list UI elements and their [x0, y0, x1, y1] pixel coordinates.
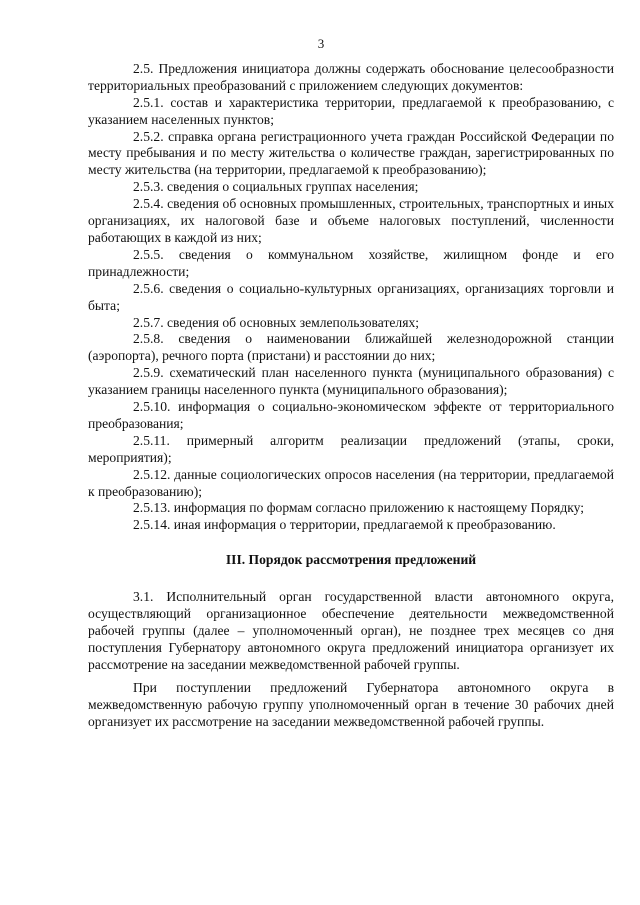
paragraph-2-5-14: 2.5.14. иная информация о территории, предлагаемой к преобразованию.: [133, 517, 556, 533]
paragraph-3-1-continuation: При поступлении предложений Губернатора автономного округа в межведомственную рабочую группу уполномоченный орган в течение 30 рабочих дней организует их рассмотрение на заседании межведомственной рабочей группы.: [88, 679, 614, 729]
section-2-5: [88, 61, 614, 534]
paragraph-2-5-8: 2.5.8. сведения о наименовании ближайшей железнодорожной станции (аэропорта), речного порта (пристани) и расстоянии до них;: [88, 331, 614, 364]
paragraph-2-5-12: 2.5.12. данные социологических опросов населения (на территории, предлагаемой к преобразованию);: [88, 466, 614, 499]
page-number: 3: [317, 36, 325, 51]
paragraph-2-5-3: 2.5.3. сведения о социальных группах населения;: [133, 179, 419, 195]
paragraph-2-5-4: 2.5.4. сведения об основных промышленных, строительных, транспортных и иных организациях, их налоговой базе и объеме налоговых поступлений, численности работающих в каждой из них;: [88, 196, 614, 245]
paragraph-2-5-13: 2.5.13. информация по формам согласно приложению к настоящему Порядку;: [133, 500, 585, 516]
paragraph-2-5-5: 2.5.5. сведения о коммунальном хозяйстве, жилищном фонде и его принадлежности;: [88, 246, 614, 279]
paragraph-2-5-10: 2.5.10. информация о социально-экономическом эффекте от территориального преобразования;: [88, 399, 614, 431]
paragraph-2-5-9: 2.5.9. схематический план населенного пункта (муниципального образования) с указанием границы населенного пункта (муниципального образования);: [88, 365, 614, 398]
section-3-heading: III. Порядок рассмотрения предложений: [225, 552, 477, 568]
paragraph-2-5-2: 2.5.2. справка органа регистрационного учета граждан Российской Федерации по месту пребывания и по месту жительства о количестве граждан, зарегистрированных по месту жительства (на территории, предлагаемой к преобразованию);: [88, 128, 614, 178]
paragraph-2-5-11: 2.5.11. примерный алгоритм реализации предложений (этапы, сроки, мероприятия);: [88, 432, 614, 465]
paragraph-2-5-6: 2.5.6. сведения о социально-культурных организациях, организациях торговли и быта;: [88, 280, 614, 313]
paragraph-2-5-7: 2.5.7. сведения об основных землепользователях;: [133, 314, 420, 330]
section-3: [88, 589, 614, 730]
paragraph-2-5: 2.5. Предложения инициатора должны содержать обоснование целесообразности территориальных преобразований с приложением следующих документов:: [88, 60, 614, 93]
paragraph-2-5-1: 2.5.1. состав и характеристика территории, предлагаемой к преобразованию, с указанием населенных пунктов;: [88, 94, 614, 127]
paragraph-3-1: 3.1. Исполнительный орган государственной власти автономного округа, осуществляющий организационное обеспечение деятельности межведомственной рабочей группы (далее – уполномоченный орган), не позднее трех месяцев со дня поступления Губернатору автономного округа предложений инициатора организует их рассмотрение на заседании межведомственной рабочей группы.: [88, 589, 614, 672]
